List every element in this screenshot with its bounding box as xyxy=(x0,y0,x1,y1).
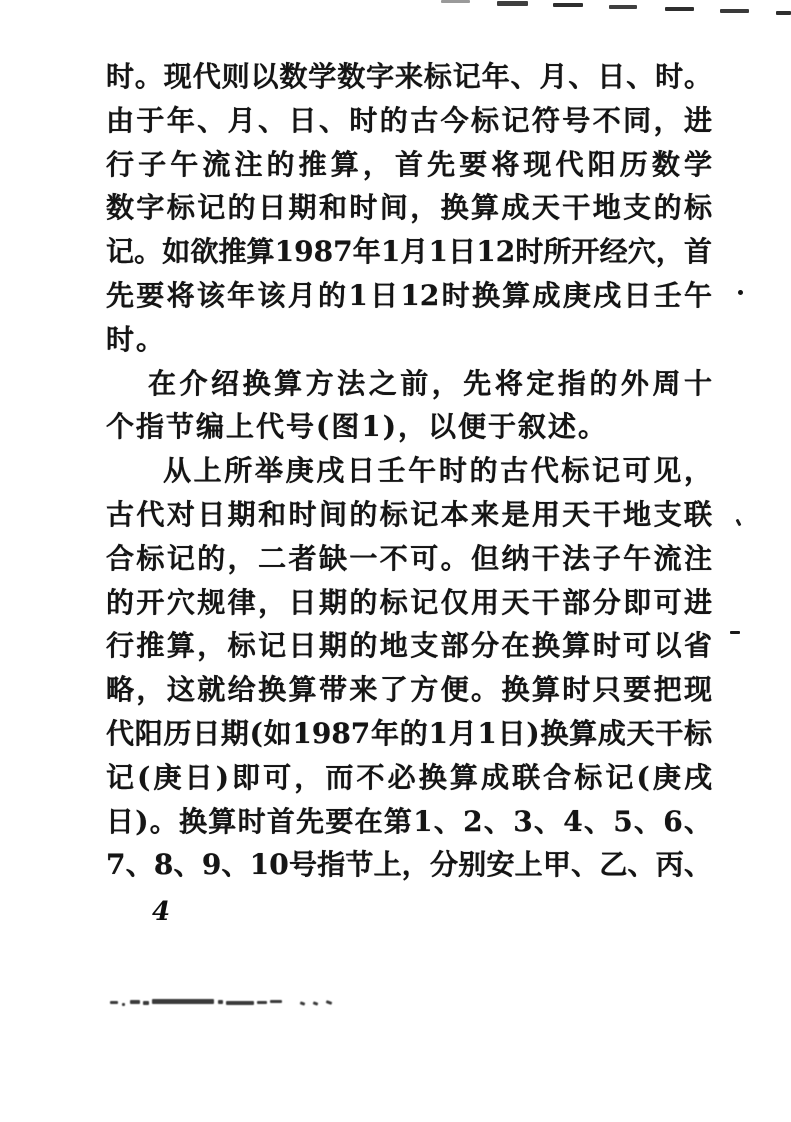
text-line: 7、8、9、10号指节上，分别安上甲、乙、丙、 xyxy=(106,848,712,882)
scan-dash-icon xyxy=(720,9,749,13)
page-number: 4 xyxy=(152,897,171,927)
text-line: 记(庚日)即可，而不必换算成联合标记(庚戌 xyxy=(106,760,712,794)
scan-dash-icon xyxy=(497,1,528,6)
scan-smudge-mark xyxy=(300,1001,306,1006)
scan-dot-icon xyxy=(738,290,743,295)
scan-dash-icon xyxy=(730,631,740,634)
text-line: 的开穴规律，日期的标记仅用天干部分即可进 xyxy=(106,585,712,619)
text-line: 个指节编上代号(图1)，以便于叙述。 xyxy=(106,410,608,444)
scan-smudge-mark xyxy=(226,1001,254,1005)
scan-dash-icon xyxy=(553,3,583,7)
scan-smudge-mark xyxy=(257,1001,267,1004)
text-line: 从上所举庚戌日壬午时的古代标记可见， xyxy=(163,454,712,488)
text-line: 行推算，标记日期的地支部分在换算时可以省 xyxy=(106,629,712,663)
text-line: 记。如欲推算1987年1月1日12时所开经穴，首 xyxy=(106,235,712,269)
scan-smudge-mark xyxy=(110,1001,118,1004)
scan-tick-icon xyxy=(736,519,742,527)
text-line: 时。现代则以数学数字来标记年、月、日、时。 xyxy=(106,60,712,93)
scan-smudge-mark xyxy=(152,999,214,1004)
text-line: 古代对日期和时间的标记本来是用天干地支联 xyxy=(106,497,712,531)
scan-dash-icon xyxy=(776,11,791,15)
scan-smudge-mark xyxy=(130,1000,140,1004)
text-line: 由于年、月、日、时的古今标记符号不同，进 xyxy=(106,103,712,137)
text-line: 日)。换算时首先要在第1、2、3、4、5、6、 xyxy=(106,804,712,838)
text-line: 略，这就给换算带来了方便。换算时只要把现 xyxy=(106,673,712,707)
text-line: 合标记的，二者缺一不可。但纳干法子午流注 xyxy=(106,541,712,575)
page-text-block xyxy=(106,55,712,887)
text-line: 数字标记的日期和时间，换算成天干地支的标 xyxy=(106,191,712,225)
scan-dash-icon xyxy=(665,7,694,11)
scan-smudge-mark xyxy=(218,1000,223,1004)
scan-dash-icon xyxy=(441,0,470,3)
scan-smudge-mark xyxy=(143,1001,149,1005)
text-line: 在介绍换算方法之前，先将定指的外周十 xyxy=(148,366,712,400)
scan-smudge-mark xyxy=(270,1000,282,1003)
scan-smudge-mark xyxy=(326,1000,333,1005)
text-line: 先要将该年该月的1日12时换算成庚戌日壬午 xyxy=(106,278,712,312)
scan-smudge-mark xyxy=(313,1001,319,1006)
scan-dash-icon xyxy=(609,5,637,9)
text-line: 代阳历日期(如1987年的1月1日)换算成天干标 xyxy=(106,716,712,750)
text-line: 时。 xyxy=(106,322,167,356)
scan-smudge-mark xyxy=(122,1003,125,1006)
text-line: 行子午流注的推算，首先要将现代阳历数学 xyxy=(106,147,712,181)
